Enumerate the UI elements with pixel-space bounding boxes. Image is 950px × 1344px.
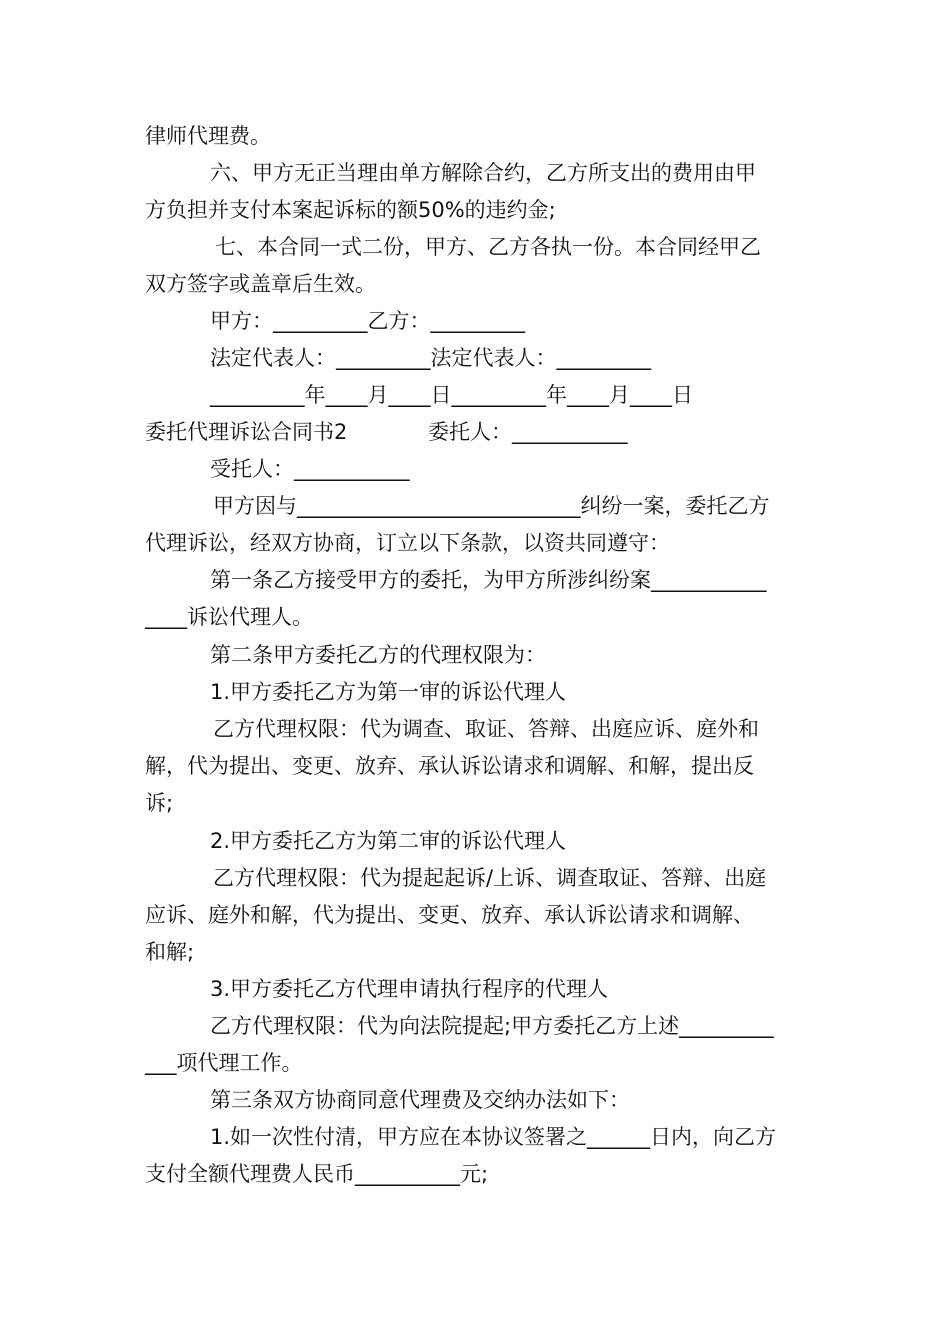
paragraph-line: 应诉、庭外和解，代为提出、变更、放弃、承认诉讼请求和调解、: [145, 903, 754, 927]
list-item: 3.甲方委托乙方代理申请执行程序的代理人: [210, 977, 609, 1001]
date-line: _________年____月____日_________年____月____日: [210, 383, 693, 407]
paragraph-line: 支付全额代理费人民币__________元;: [145, 1162, 489, 1186]
article-1: 第一条乙方接受甲方的委托，为甲方所涉纠纷案___________: [210, 568, 767, 592]
article-3: 第三条双方协商同意代理费及交纳办法如下：: [210, 1088, 630, 1112]
list-item: 1.如一次性付清，甲方应在本协议签署之______日内，向乙方: [210, 1125, 777, 1149]
paragraph-line: ____诉讼代理人。: [145, 605, 313, 629]
paragraph-line: 乙方代理权限：代为调查、取证、答辩、出庭应诉、庭外和: [213, 717, 759, 741]
signature-line: 甲方：_________乙方：_________: [210, 309, 525, 333]
paragraph-line: ___项代理工作。: [145, 1051, 303, 1075]
paragraph-line: 甲方因与___________________________纠纷一案，委托乙方: [213, 494, 770, 518]
paragraph-line: 代理诉讼，经双方协商，订立以下条款，以资共同遵守：: [145, 531, 670, 555]
paragraph-line: 双方签字或盖章后生效。: [145, 272, 376, 296]
paragraph-line: 七、本合同一式二份，甲方、乙方各执一份。本合同经甲乙: [215, 235, 761, 259]
signature-line: 法定代表人：_________法定代表人：_________: [210, 346, 651, 370]
agent-line: 受托人：___________: [210, 457, 410, 481]
principal-line: 委托人：___________: [428, 420, 628, 444]
paragraph-line: 六、甲方无正当理由单方解除合约，乙方所支出的费用由甲: [210, 161, 756, 185]
paragraph-line: 乙方代理权限：代为向法院提起;甲方委托乙方上述_________: [210, 1014, 774, 1038]
paragraph-line: 律师代理费。: [145, 124, 271, 148]
contract-title: 委托代理诉讼合同书2: [145, 420, 348, 444]
list-item: 1.甲方委托乙方为第一审的诉讼代理人: [210, 680, 567, 704]
paragraph-line: 诉;: [145, 791, 174, 815]
list-item: 2.甲方委托乙方为第二审的诉讼代理人: [210, 829, 567, 853]
paragraph-line: 解，代为提出、变更、放弃、承认诉讼请求和调解、和解，提出反: [145, 754, 754, 778]
paragraph-line: 方负担并支付本案起诉标的额50%的违约金;: [145, 198, 556, 222]
paragraph-line: 和解;: [145, 940, 195, 964]
article-2: 第二条甲方委托乙方的代理权限为：: [210, 643, 546, 667]
paragraph-line: 乙方代理权限：代为提起起诉/上诉、调查取证、答辩、出庭: [213, 866, 767, 890]
